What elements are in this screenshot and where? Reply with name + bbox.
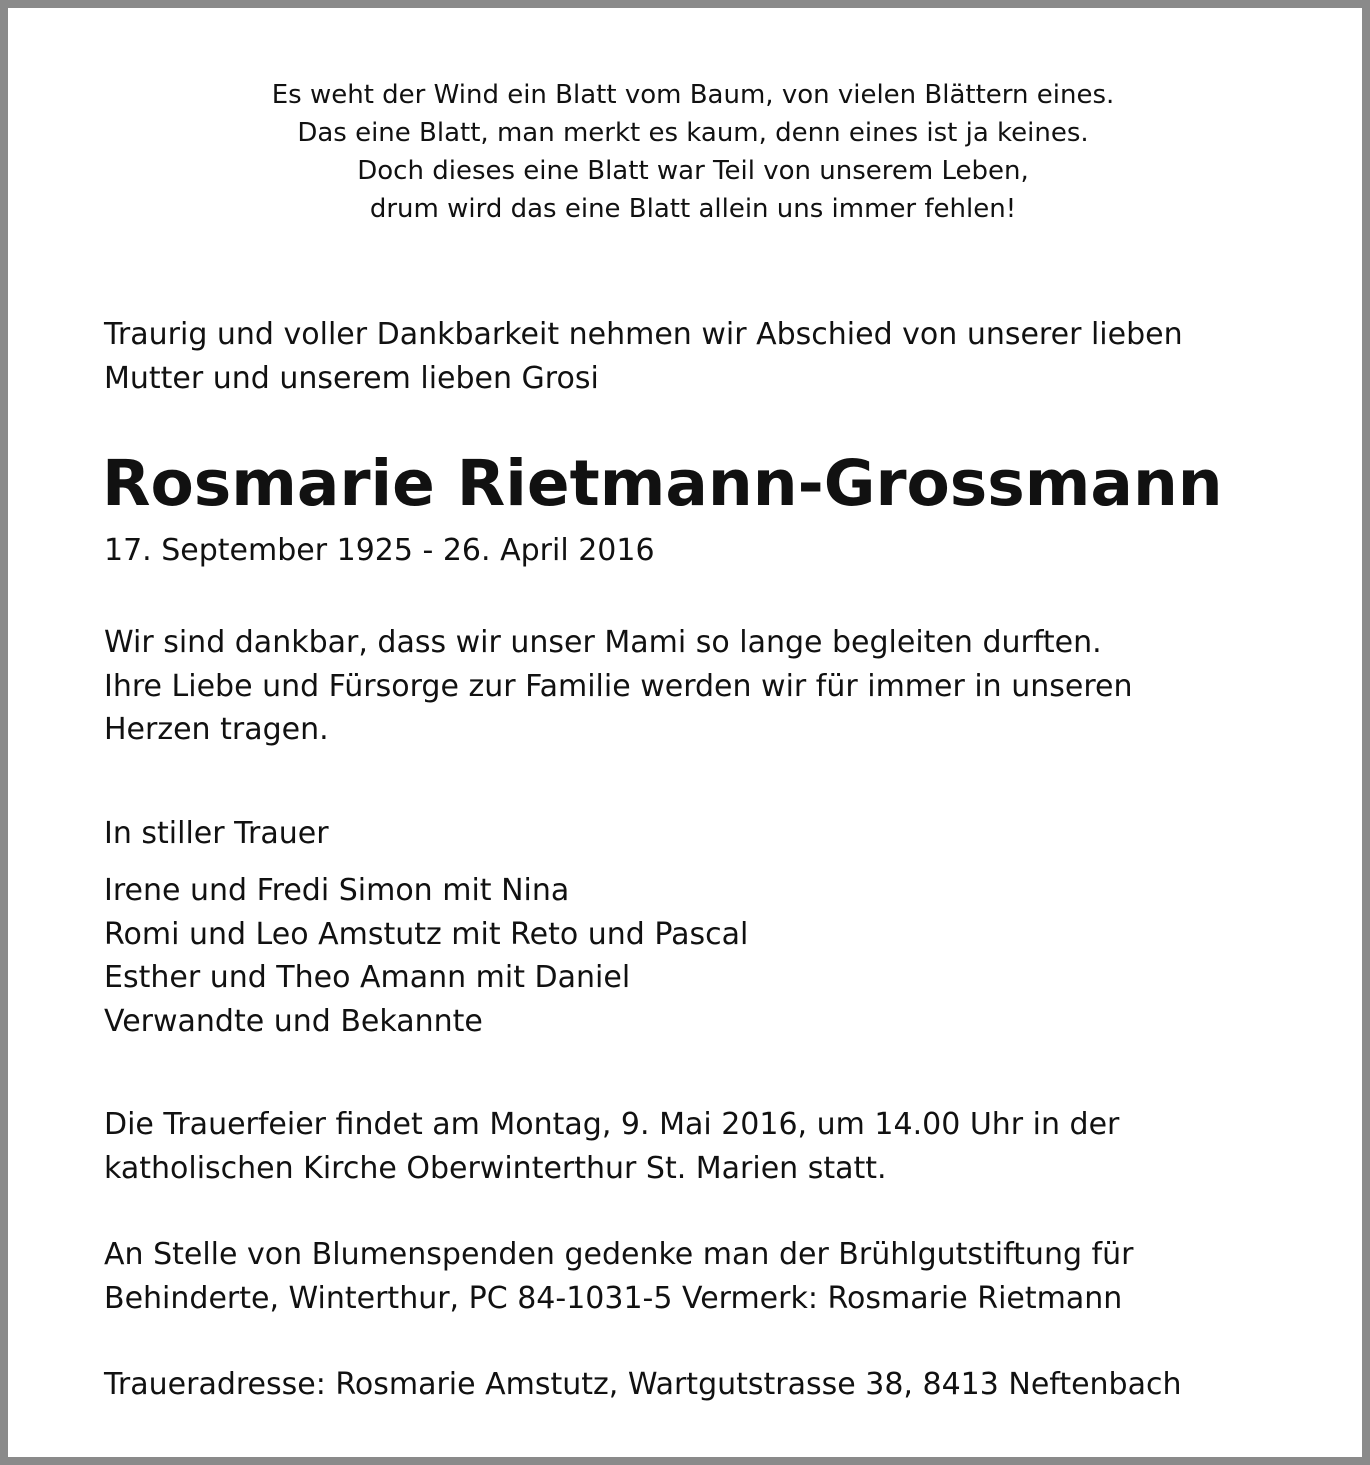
mourner-item: Romi und Leo Amstutz mit Reto und Pascal xyxy=(104,916,749,952)
mourners-list xyxy=(104,869,1324,1043)
poem-line: Doch dieses eine Blatt war Teil von unserem Leben, xyxy=(357,156,1029,186)
poem-line: drum wird das eine Blatt allein uns immer fehlen! xyxy=(369,194,1017,224)
gratitude-line: Herzen tragen. xyxy=(104,712,329,747)
deceased-name: Rosmarie Rietmann-Grossmann xyxy=(102,447,1223,520)
address-text: Traueradresse: Rosmarie Amstutz, Wartgutstrasse 38, 8413 Neftenbach xyxy=(104,1367,1182,1402)
intro-text xyxy=(104,313,1324,400)
service-line: Die Trauerfeier findet am Montag, 9. Mai 2016, um 14.00 Uhr in der xyxy=(104,1107,1120,1142)
mourner-item: Esther und Theo Amann mit Daniel xyxy=(104,960,631,995)
donation-info xyxy=(104,1233,1324,1320)
service-line: katholischen Kirche Oberwinterthur St. Marien statt. xyxy=(104,1150,887,1186)
donation-line: Behinderte, Winterthur, PC 84-1031-5 Vermerk: Rosmarie Rietmann xyxy=(104,1280,1123,1316)
mourner-item: Irene und Fredi Simon mit Nina xyxy=(104,873,570,908)
mourning-label xyxy=(104,812,1324,856)
gratitude-line: Wir sind dankbar, dass wir unser Mami so lange begleiten durften. xyxy=(104,625,1102,660)
mourning-label-text: In stiller Trauer xyxy=(104,816,329,851)
life-dates xyxy=(104,529,1324,573)
poem-line: Es weht der Wind ein Blatt vom Baum, von vielen Blättern eines. xyxy=(271,80,1115,110)
donation-line: An Stelle von Blumenspenden gedenke man der Brühlgutstiftung für xyxy=(104,1237,1134,1272)
intro-line: Traurig und voller Dankbarkeit nehmen wir Abschied von unserer lieben xyxy=(104,317,1183,352)
gratitude-text xyxy=(104,621,1324,752)
funeral-service-info xyxy=(104,1103,1324,1190)
life-dates-text: 17. September 1925 - 26. April 2016 xyxy=(104,533,655,568)
intro-line: Mutter und unserem lieben Grosi xyxy=(104,360,599,396)
gratitude-line: Ihre Liebe und Fürsorge zur Familie werden wir für immer in unseren xyxy=(104,668,1133,704)
mourning-address xyxy=(104,1363,1324,1407)
poem xyxy=(8,76,1370,228)
mourner-item: Verwandte und Bekannte xyxy=(104,1003,483,1039)
poem-line: Das eine Blatt, man merkt es kaum, denn eines ist ja keines. xyxy=(297,118,1089,148)
